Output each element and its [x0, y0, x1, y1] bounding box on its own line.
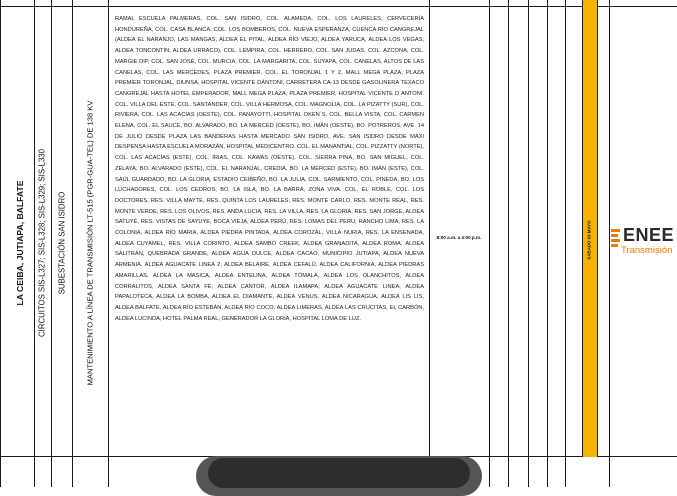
logo-subtitle: Transmisión [621, 245, 673, 256]
circuits-label: CIRCUITOS SIS-L327; SIS-L328; SIS-L329; SIS-L330 [37, 149, 47, 337]
column-divider [108, 0, 109, 487]
column-divider [429, 0, 430, 487]
column-divider [0, 0, 1, 487]
table-top-border [0, 6, 677, 7]
column-divider [528, 0, 529, 487]
column-divider [547, 0, 548, 487]
maintenance-description: MANTENIMIENTO A LÍNEA DE TRANSMISIÓN LT-515 (PGR-GUA-TEL) DE 138 KV [85, 100, 95, 386]
bottom-overlay-bar [196, 456, 482, 496]
column-divider [565, 0, 566, 487]
column-divider [508, 0, 509, 487]
enee-bars-icon [611, 229, 621, 249]
column-divider [609, 0, 610, 487]
substation-label: SUBESTACIÓN SAN ISIDRO [57, 191, 67, 295]
enee-logo [611, 225, 677, 261]
column-divider [51, 0, 52, 487]
schedule-time: 8:00 a.m. a 4:00 p.m. [436, 235, 482, 240]
logo-wordmark: ENEE [623, 225, 675, 245]
column-divider [34, 0, 35, 487]
affected-communities-text: RAMAL ESCUELA PALMERAS, COL. SAN ISIDRO, COL. ALAMEDA, COL. LOS LAURELES, CERVECERÍA HONDUREÑA, COL. CASA BLANCA, COL. LOS BOMBEROS, COL. NUEVA ESPERANZA, CUENCA RÍO CANGREJAL (ALDEA EL NARANJO, LAS MANGAS, ALDEA EL PITAL, ALDEA RÍO VIEJO, ALDEA YARUCA, ALDEA LOS VEGAS, ALDEA TONCONTÍN, ALDEA URRACO), COL. LEMPIRA, COL. HERRERO, COL. SAN JUDAS, COL. AZCONA, COL. MARGIE DIP, COL. SAN JOSÉ, COL. MURCIA, COL. LA MARGARITA, COL. SUYAPA, COL. CANELAS, ALTOS DE LAS CANELAS, COL. LAS MERCEDES, PLAZA PREMIER, COL. EL TORONJAL 1 Y 2, MALL MEGA PLAZA, PLAZA PREMIER TORONJAL, DIUNSA, HOSPITAL VICENTE DÁNTONI, CARRETERA CA-13 DESDE GASOLINERA TEXACO CANGREJAL HASTA HOTEL EMPERADOR, MALL MEGA PLAZA, PLAZA PREMIER, HOSPITAL VICENTE D´ANTONI. COL. VILLA DEL ESTE, COL. SANTANDER, COL. VILLA HERMOSA, COL. MAGNOLIA, COL. LA PIZATTY (SUR), COL. RIVIERA, COL. LAS ACACIAS (OESTE), COL. PANAYOTTI, HOSPITAL OKEN´S, COL. BELLA VISTA, COL. CARMEN ELENA, COL. EL SAUCE, BO. ALVARADO, BO. LA MERCED (OESTE), BO. IMÁN (OESTE), BO. POTREROS, AVE. 14 DE JULIO DESDE PLAZA LAS BANDERAS HASTA MERCADO SAN ISIDRO, AVE. SAN ISIDRO DESDE MAXI DESPENSA HASTA ESCUELA MORAZÁN, HOSPITAL MEDICENTRO. COL. EL MANANTIAL, COL. PIZZATTY (NORTE), COL. LAS ACACÍAS (ESTE), COL. ÍRIAS, COL. KAWAS (OESTE), COL. SIERRA PINA, BO. SAN MIGUEL, COL. ZELAYA, BO. ALVARADO (ESTE), COL. EL NARANJAL, CREDIA, BO. LA MERCED (ESTE), BO. IMÁN (ESTE), COL. SAÚL GUARDADO, BO. LA GLORIA, ESTADIO CEIBEÑO, BO. LA JULIA, COL. SARMIENTO, COL. PINEDA, BO. LOS LUCHADORES, COL. LOS CEDROS, BO. LA ISLA, BO. LA BARRA, ZONA VIVA. COL. EL ROBLE, COL. LOS DOCTORES, RES. VILLA MAYTE, RES. QUINTA LOS LAURELES, RES. MONTE CARLO, RES. MONTE REAL, RES. MONTE VERDE, RES. LOS OLIVOS, RES. ANDA LUCIA, RES. LA VILLA, RES. LA GLORIA, RES. SAN JORGE, ALDEA SATUYÉ, RES. VISTAS DE SAYUYE, BOCA VIEJA, ALDEA PERÚ, RES. LOMAS DEL PERU, RANCHO LIMA, RES. LA COLONIA, ALDEA RÍO MARIA, ALDEA PIEDRA PINTADA, ALDEA COROZAL, VILLA NURIA, RES. LA ENSENADA, ALDEA CUYAMEL, RES. VILLA CORINTO, ALDEA SAMBO CREEK, ALDEA GRANADITA, ALDEA ROMA, ALDEA SALITRÁN, QUEBRADA GRANDE, ALDEA AGUA DULCE, ALDEA CACAO, MUNICIPIO JUTIAPA, ALDEA NUEVA ARMENIA, ALDEA AGUACATE LINEA 2, ALDEA BELAIRE, ALDEA CEFALÚ, ALDEA CALIFORNIA, ALDEA PIEDRAS AMARILLAS, ALDEA LA MASICA, ALDEA ENTELINA, ALDEA TÓMALA, ALDEA LOS OLANCHITOS, ALDEA CORRALITOS, ALDEA SANTA FÉ, ALDEA CANTOR, ALDEA ILAMAPA, ALDEA AGUACATE LINEA, ALDEA PAPALOTECA, ALDEA LA BOMBA, ALDEA EL DIAMANTE, ALDEA VENUS, ALDEA NICARAGUA, ALDEA LIS LIS, ALDEA BALFATE, ALDEA RÍO ESTEBÁN, ALDEA RÍO COCO, ALDEA LIMERAS, ALDEA LAS CRUCITAS, EL CARBÓN, ALDEA LUCINDA, HOTEL PALMA REAL, GENERADOR LA GLORIA, HOSPITAL LOMA DE LUZ. [115, 16, 424, 322]
column-divider [72, 0, 73, 487]
outage-date: SÁBADO 03 MAYO [586, 220, 592, 260]
column-divider [489, 0, 490, 487]
region-label: LA CEIBA, JUTIAPA, BALFATE [15, 180, 25, 306]
